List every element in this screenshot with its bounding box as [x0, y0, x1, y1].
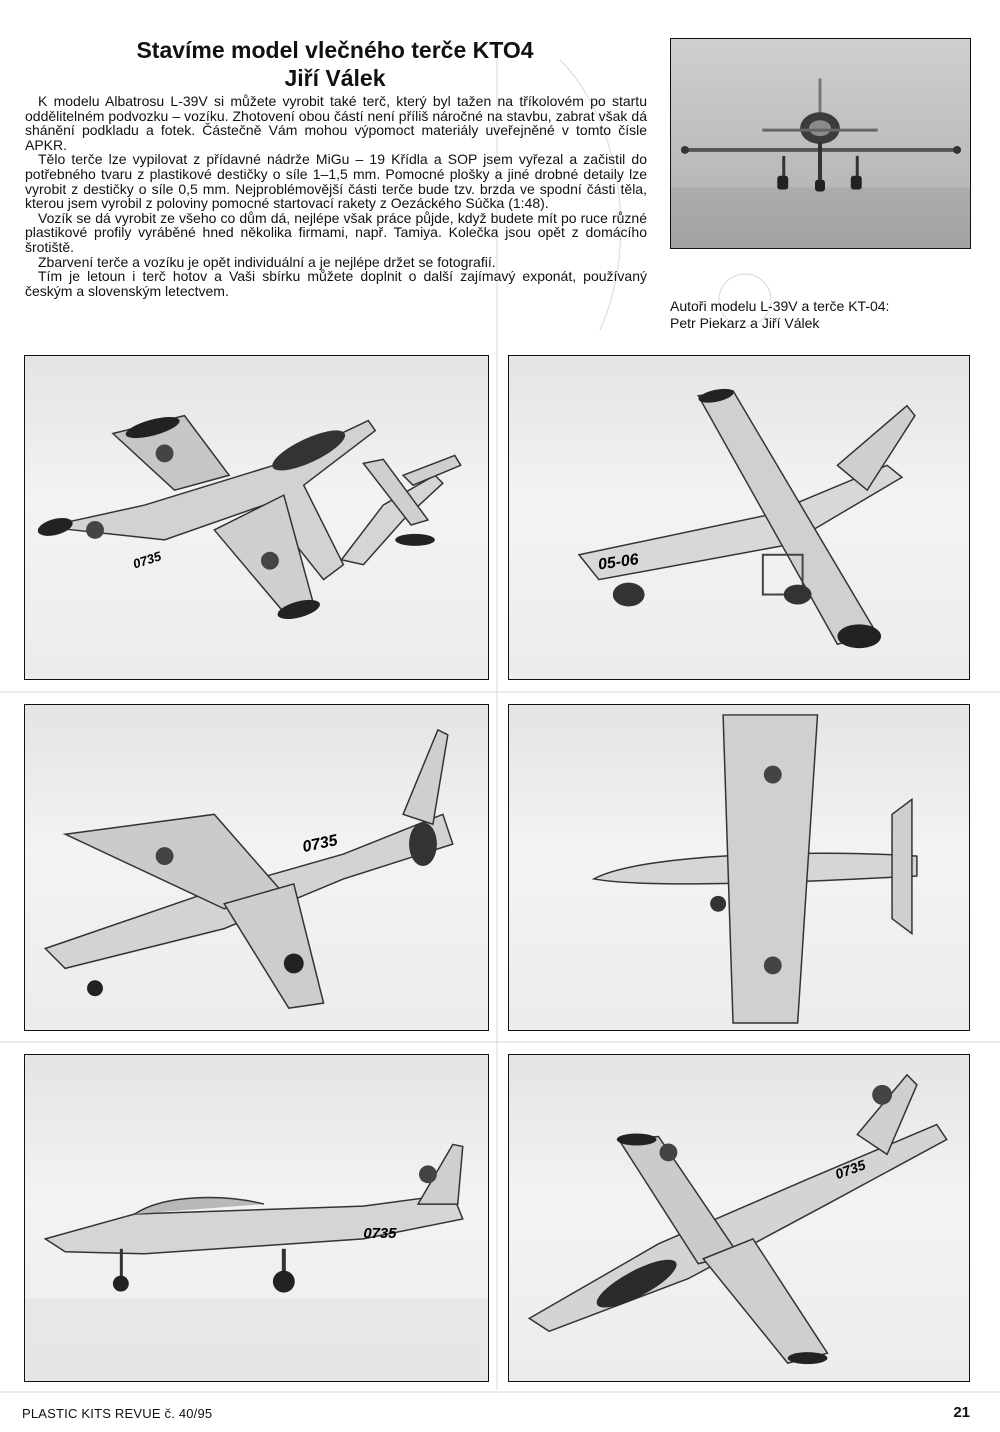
- paragraph: Tím je letoun i terč hotov a Vaši sbírku můžete doplnit o další zajímavý exponát, používaný českým a slovenským letectvem.: [25, 268, 647, 299]
- paragraph: Vozík se dá vyrobit ze všeho co dům dá, nejlépe však práce půjde, když budete mít po ruce různé plastikové profily vyráběné hned několika firmami, např. Tamiya. Kolečka jsou opět z domácího šrotiště.: [25, 209, 647, 255]
- title-text: Stavíme model vlečného terče KTO4: [136, 37, 534, 63]
- paragraph: Zbarvení terče a vozíku je opět individuální a je nejlépe držet se fotografií.: [38, 253, 496, 270]
- photo-target-top: [508, 355, 970, 680]
- aircraft-registration: 0735: [301, 832, 340, 857]
- photo-front-view: [670, 38, 971, 249]
- photo-caption: [670, 298, 980, 331]
- photo-aircraft-and-target-top: [24, 355, 489, 680]
- caption-line: Petr Piekarz a Jiří Válek: [670, 314, 820, 331]
- photo-aircraft-three-quarter: [508, 1054, 970, 1382]
- aircraft-registration: 0735: [131, 548, 163, 572]
- photo-aircraft-side-view: [24, 1054, 489, 1382]
- caption-line: Autoři modelu L-39V a terče KT-04:: [670, 298, 890, 314]
- target-silhouette: [341, 455, 460, 564]
- aircraft-registration: 0735: [363, 1225, 397, 1242]
- page-number: 21: [953, 1404, 970, 1421]
- aircraft-silhouette: [36, 413, 375, 623]
- aircraft-registration: 0735: [832, 1156, 868, 1183]
- author-name: Jiří Válek: [284, 65, 386, 91]
- target-registration: 05-06: [597, 551, 640, 574]
- magazine-footer: PLASTIC KITS REVUE č. 40/95: [22, 1406, 213, 1421]
- article-title: [20, 36, 650, 92]
- paragraph: K modelu Albatrosu L-39V si můžete vyrobit také terč, který byl tažen na tříkolovém po startu oddělitelném podvozku – vozíku. Zhotovení obou částí není příliš náročné na stavbu, zabrat však dá shánění podkladu a fotek. Částečně Vám mohou výpomoct materiály uveřejněné v tomto čísle APKR.: [25, 93, 647, 153]
- article-body: [25, 94, 647, 298]
- photo-aircraft-plan-view: [508, 704, 970, 1031]
- paragraph: Tělo terče lze vypilovat z přídavné nádrže MiGu – 19 Křídla a SOP jsem vyřezal a začistil do potřebného tvaru z plastikové destičky o síle 1–1,5 mm. Pomocné plošky a jiné drobné detaily lze vyrobit z destičky o síle 0,5 mm. Nejproblémovější části terče bude tzv. brzda ve spodní části těla, kterou jsem vyrobil z poloviny pomocné startovací rakety z Oezáckého Súčka (1:48).: [25, 151, 647, 212]
- photo-aircraft-underside: [24, 704, 489, 1031]
